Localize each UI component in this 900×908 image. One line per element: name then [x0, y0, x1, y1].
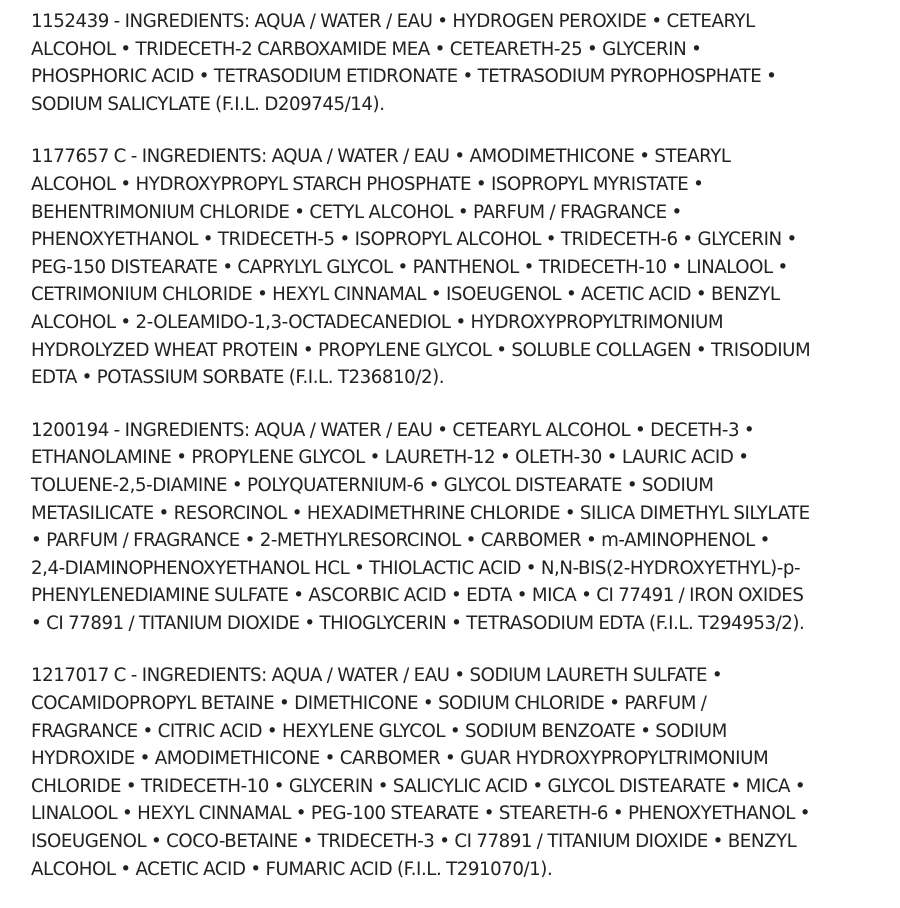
ingredient-line: SODIUM SALICYLATE (F.I.L. D209745/14).	[31, 93, 385, 115]
ingredient-line: ALCOHOL • HYDROXYPROPYL STARCH PHOSPHATE • ISOPROPYL MYRISTATE •	[31, 173, 704, 195]
ingredient-line: PHOSPHORIC ACID • TETRASODIUM ETIDRONATE • TETRASODIUM PYROPHOSPHATE •	[31, 66, 777, 88]
ingredient-line: ISOEUGENOL • COCO-BETAINE • TRIDECETH-3 • CI 77891 / TITANIUM DIOXIDE • BENZYL	[31, 831, 797, 853]
ingredient-line: LINALOOL • HEXYL CINNAMAL • PEG-100 STEARATE • STEARETH-6 • PHENOXYETHANOL •	[31, 803, 810, 825]
ingredient-line: 1217017 C - INGREDIENTS: AQUA / WATER / EAU • SODIUM LAURETH SULFATE •	[31, 665, 723, 687]
ingredient-line: CHLORIDE • TRIDECETH-10 • GLYCERIN • SALICYLIC ACID • GLYCOL DISTEARATE • MICA •	[31, 775, 806, 797]
ingredient-line: 1177657 C - INGREDIENTS: AQUA / WATER / EAU • AMODIMETHICONE • STEARYL	[31, 146, 731, 168]
ingredient-line: 2,4-DIAMINOPHENOXYETHANOL HCL • THIOLACTIC ACID • N,N-BIS(2-HYDROXYETHYL)-p-	[31, 557, 801, 579]
ingredient-line: BEHENTRIMONIUM CHLORIDE • CETYL ALCOHOL • PARFUM / FRAGRANCE •	[31, 201, 682, 223]
ingredient-list-1200194	[31, 417, 881, 638]
ingredient-line: HYDROLYZED WHEAT PROTEIN • PROPYLENE GLYCOL • SOLUBLE COLLAGEN • TRISODIUM	[31, 339, 811, 361]
ingredient-line: TOLUENE-2,5-DIAMINE • POLYQUATERNIUM-6 • GLYCOL DISTEARATE • SODIUM	[31, 474, 714, 496]
ingredient-line: PHENOXYETHANOL • TRIDECETH-5 • ISOPROPYL ALCOHOL • TRIDECETH-6 • GLYCERIN •	[31, 229, 797, 251]
ingredient-line: 1152439 - INGREDIENTS: AQUA / WATER / EAU • HYDROGEN PEROXIDE • CETEARYL	[31, 11, 755, 32]
ingredient-line: • PARFUM / FRAGRANCE • 2-METHYLRESORCINOL • CARBOMER • m-AMINOPHENOL •	[31, 530, 770, 552]
ingredient-line: PHENYLENEDIAMINE SULFATE • ASCORBIC ACID • EDTA • MICA • CI 77491 / IRON OXIDES	[31, 585, 804, 607]
ingredient-line: EDTA • POTASSIUM SORBATE (F.I.L. T236810/2).	[31, 367, 445, 389]
ingredient-line: ALCOHOL • TRIDECETH-2 CARBOXAMIDE MEA • CETEARETH-25 • GLYCERIN •	[31, 38, 702, 60]
ingredient-line: ETHANOLAMINE • PROPYLENE GLYCOL • LAURETH-12 • OLETH-30 • LAURIC ACID •	[31, 447, 749, 469]
ingredient-list-1177657	[31, 143, 881, 391]
ingredient-line: ALCOHOL • 2-OLEAMIDO-1,3-OCTADECANEDIOL • HYDROXYPROPYLTRIMONIUM	[31, 311, 724, 333]
ingredient-line: CETRIMONIUM CHLORIDE • HEXYL CINNAMAL • ISOEUGENOL • ACETIC ACID • BENZYL	[31, 284, 780, 306]
ingredient-list-1152439	[31, 8, 881, 118]
ingredient-line: PEG-150 DISTEARATE • CAPRYLYL GLYCOL • PANTHENOL • TRIDECETH-10 • LINALOOL •	[31, 256, 788, 278]
ingredient-line: FRAGRANCE • CITRIC ACID • HEXYLENE GLYCOL • SODIUM BENZOATE • SODIUM	[31, 720, 727, 742]
ingredient-line: 1200194 - INGREDIENTS: AQUA / WATER / EAU • CETEARYL ALCOHOL • DECETH-3 •	[31, 419, 755, 441]
ingredient-line: METASILICATE • RESORCINOL • HEXADIMETHRINE CHLORIDE • SILICA DIMETHYL SILYLATE	[31, 502, 810, 524]
ingredient-line: ALCOHOL • ACETIC ACID • FUMARIC ACID (F.I.L. T291070/1).	[31, 858, 553, 880]
ingredient-list-1217017	[31, 662, 881, 883]
ingredient-line: HYDROXIDE • AMODIMETHICONE • CARBOMER • GUAR HYDROXYPROPYLTRIMONIUM	[31, 748, 769, 770]
ingredients-document	[31, 8, 881, 908]
ingredient-line: • CI 77891 / TITANIUM DIOXIDE • THIOGLYCERIN • TETRASODIUM EDTA (F.I.L. T294953/2).	[31, 612, 805, 634]
ingredient-line: COCAMIDOPROPYL BETAINE • DIMETHICONE • SODIUM CHLORIDE • PARFUM /	[31, 693, 707, 715]
